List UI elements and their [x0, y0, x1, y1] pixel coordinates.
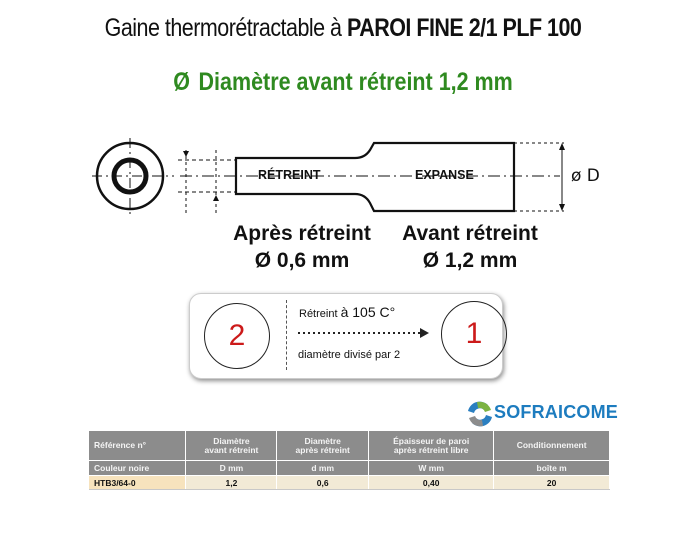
units-wall: W mm — [369, 461, 494, 476]
diameter-divided-text: diamètre divisé par 2 — [298, 349, 401, 361]
after-shrink-label: Après rétreint — [233, 222, 371, 245]
diameter-symbol: Ø — [173, 68, 190, 96]
outer-diameter-label: ø D — [571, 166, 600, 186]
units-box: boîte m — [494, 461, 610, 476]
before-shrink-value: Ø 1,2 mm — [422, 249, 518, 272]
table-units-row — [89, 461, 610, 476]
units-color: Couleur noire — [89, 461, 186, 476]
header-wall-thickness: Épaisseur de paroi après rétreint libre — [369, 431, 494, 461]
od-arrow-top — [559, 143, 565, 150]
cell-diameter-after: 0,6 — [277, 476, 369, 490]
before-shrink-label: Avant rétreint — [402, 222, 538, 245]
header-diameter-before: Diamètre avant rétreint — [186, 431, 277, 461]
header-reference: Référence n° — [89, 431, 186, 461]
shrink-temperature: à 105 C° — [340, 304, 396, 320]
units-d-before: D mm — [186, 461, 277, 476]
ratio-divider — [286, 300, 287, 370]
cell-packaging: 20 — [494, 476, 610, 490]
logo-mark-icon — [468, 402, 492, 427]
after-shrink-value: Ø 0,6 mm — [254, 249, 350, 272]
cell-reference: HTB3/64-0 — [89, 476, 186, 490]
specification-table — [89, 431, 610, 490]
logo-wordmark: SOFRAICOME — [494, 402, 619, 422]
ratio-circle-right: 1 — [441, 301, 507, 367]
expanse-section-label: EXPANSE — [415, 168, 474, 182]
shrink-ratio-box — [189, 293, 503, 379]
before-shrink-caption — [380, 220, 560, 274]
units-d-after: d mm — [277, 461, 369, 476]
od-arrow-bottom — [559, 204, 565, 211]
cell-wall-thickness: 0,40 — [369, 476, 494, 490]
cell-diameter-before: 1,2 — [186, 476, 277, 490]
retreint-section-label: RÉTREINT — [258, 168, 321, 182]
d-arrow-top — [183, 151, 189, 157]
after-shrink-caption — [212, 220, 392, 274]
subtitle-text: Diamètre avant rétreint 1,2 mm — [198, 68, 513, 96]
ratio-circle-left: 2 — [204, 303, 270, 369]
header-packaging: Conditionnement — [494, 431, 610, 461]
table-header-row — [89, 431, 610, 461]
shrink-word: Rétreint — [299, 308, 338, 320]
shrink-temperature-text — [299, 304, 395, 320]
dotted-arrow-icon — [298, 328, 429, 338]
header-diameter-after: Diamètre après rétreint — [277, 431, 369, 461]
title-product: PAROI FINE 2/1 PLF 100 — [346, 14, 582, 42]
title-prefix: Gaine thermorétractable à — [104, 14, 342, 42]
d-arrow-bottom — [213, 195, 219, 201]
table-row — [89, 476, 610, 490]
